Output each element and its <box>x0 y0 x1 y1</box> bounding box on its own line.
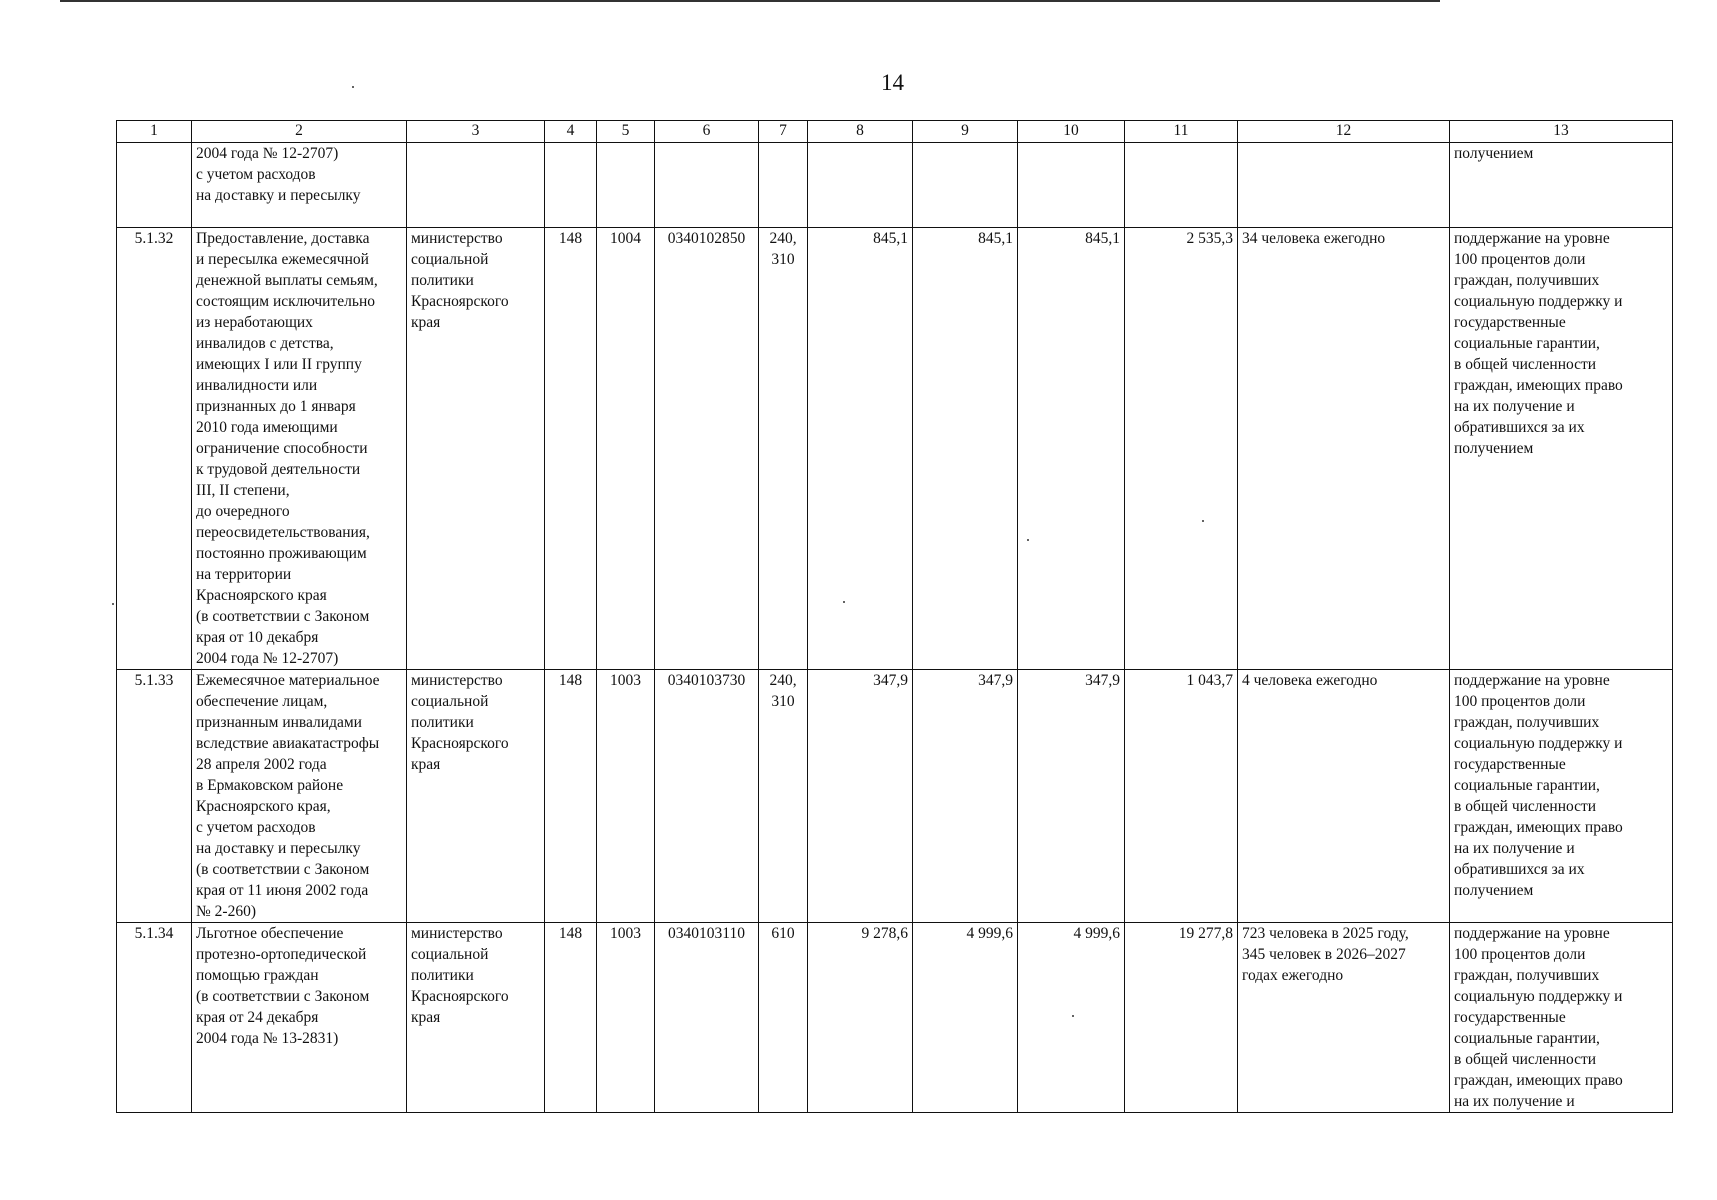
cell-col11: 2 535,3 <box>1125 228 1238 670</box>
cell-col10 <box>1018 143 1125 228</box>
top-scan-rule <box>60 0 1440 2</box>
cell-measure-name: Предоставление, доставка и пересылка ежемесячной денежной выплаты семьям, состоящим исключительно из неработающих инвалидов с детства, имеющих I или II группу инвалидности или признанных до 1 января 2010 года имеющими ограничение способности к трудовой деятельности III, II степени, до очередного переосвидетельствования, постоянно проживающим на территории Красноярского края (в соответствии с Законом края от 10 декабря 2004 года № 12-2707) <box>192 228 407 670</box>
cell-measure-name: Ежемесячное материальное обеспечение лицам, признанным инвалидами вследствие авиакатастрофы 28 апреля 2002 года в Ермаковском районе Красноярского края, с учетом расходов на доставку и пересылку (в соответствии с Законом края от 11 июня 2002 года № 2-260) <box>192 670 407 923</box>
cell-col4: 148 <box>545 670 597 923</box>
cell-col5: 1003 <box>597 670 655 923</box>
col-header-1: 1 <box>117 121 192 143</box>
cell-col4 <box>545 143 597 228</box>
cell-responsible: министерство социальной политики Красноярского края <box>407 670 545 923</box>
cell-col8 <box>808 143 913 228</box>
cell-col9 <box>913 143 1018 228</box>
cell-col6: 0340102850 <box>655 228 759 670</box>
col-header-7: 7 <box>759 121 808 143</box>
cell-col13: поддержание на уровне 100 процентов доли граждан, получивших социальную поддержку и государственные социальные гарантии, в общей численности граждан, имеющих право на их получение и обратившихся за их получением <box>1450 228 1673 670</box>
cell-col11 <box>1125 143 1238 228</box>
cell-col13: поддержание на уровне 100 процентов доли граждан, получивших социальную поддержку и государственные социальные гарантии, в общей численности граждан, имеющих право на их получение и обратившихся за их получением <box>1450 670 1673 923</box>
cell-col11: 19 277,8 <box>1125 923 1238 1113</box>
cell-measure-name: Льготное обеспечение протезно-ортопедической помощью граждан (в соответствии с Законом края от 24 декабря 2004 года № 13-2831) <box>192 923 407 1113</box>
cell-col9: 347,9 <box>913 670 1018 923</box>
cell-item-number: 5.1.32 <box>117 228 192 670</box>
cell-col9: 845,1 <box>913 228 1018 670</box>
cell-measure-name: 2004 года № 12-2707) с учетом расходов на доставку и пересылку <box>192 143 407 228</box>
col-header-5: 5 <box>597 121 655 143</box>
table-row-5-1-33 <box>117 670 1673 923</box>
col-header-11: 11 <box>1125 121 1238 143</box>
cell-col12: 4 человека ежегодно <box>1238 670 1450 923</box>
col-header-9: 9 <box>913 121 1018 143</box>
col-header-4: 4 <box>545 121 597 143</box>
cell-col10: 347,9 <box>1018 670 1125 923</box>
cell-col5 <box>597 143 655 228</box>
cell-col11: 1 043,7 <box>1125 670 1238 923</box>
cell-item-number <box>117 143 192 228</box>
cell-col7: 610 <box>759 923 808 1113</box>
cell-responsible <box>407 143 545 228</box>
table-row-5-1-34 <box>117 923 1673 1113</box>
col-header-12: 12 <box>1238 121 1450 143</box>
cell-col4: 148 <box>545 923 597 1113</box>
cell-col13: поддержание на уровне 100 процентов доли граждан, получивших социальную поддержку и государственные социальные гарантии, в общей численности граждан, имеющих право на их получение и <box>1450 923 1673 1113</box>
cell-col4: 148 <box>545 228 597 670</box>
cell-col5: 1003 <box>597 923 655 1113</box>
col-header-2: 2 <box>192 121 407 143</box>
col-header-8: 8 <box>808 121 913 143</box>
cell-col5: 1004 <box>597 228 655 670</box>
col-header-13: 13 <box>1450 121 1673 143</box>
cell-col9: 4 999,6 <box>913 923 1018 1113</box>
cell-item-number: 5.1.34 <box>117 923 192 1113</box>
cell-col10: 4 999,6 <box>1018 923 1125 1113</box>
cell-col8: 347,9 <box>808 670 913 923</box>
page-number: 14 <box>881 70 904 95</box>
cell-col13: получением <box>1450 143 1673 228</box>
cell-item-number: 5.1.33 <box>117 670 192 923</box>
cell-col7: 240, 310 <box>759 670 808 923</box>
col-header-10: 10 <box>1018 121 1125 143</box>
cell-col6: 0340103730 <box>655 670 759 923</box>
cell-col6: 0340103110 <box>655 923 759 1113</box>
budget-measures-table <box>116 120 1673 1113</box>
cell-col12: 723 человека в 2025 году, 345 человек в 2026–2027 годах ежегодно <box>1238 923 1450 1113</box>
cell-col8: 9 278,6 <box>808 923 913 1113</box>
col-header-3: 3 <box>407 121 545 143</box>
scan-speck <box>112 603 114 605</box>
cell-responsible: министерство социальной политики Красноярского края <box>407 228 545 670</box>
cell-col12 <box>1238 143 1450 228</box>
cell-col12: 34 человека ежегодно <box>1238 228 1450 670</box>
cell-col7: 240, 310 <box>759 228 808 670</box>
cell-responsible: министерство социальной политики Красноярского края <box>407 923 545 1113</box>
table-row-continuation <box>117 143 1673 228</box>
column-number-header <box>117 121 1673 143</box>
cell-col10: 845,1 <box>1018 228 1125 670</box>
cell-col6 <box>655 143 759 228</box>
table-row-5-1-32 <box>117 228 1673 670</box>
cell-col7 <box>759 143 808 228</box>
col-header-6: 6 <box>655 121 759 143</box>
scan-speck <box>352 86 354 88</box>
cell-col8: 845,1 <box>808 228 913 670</box>
